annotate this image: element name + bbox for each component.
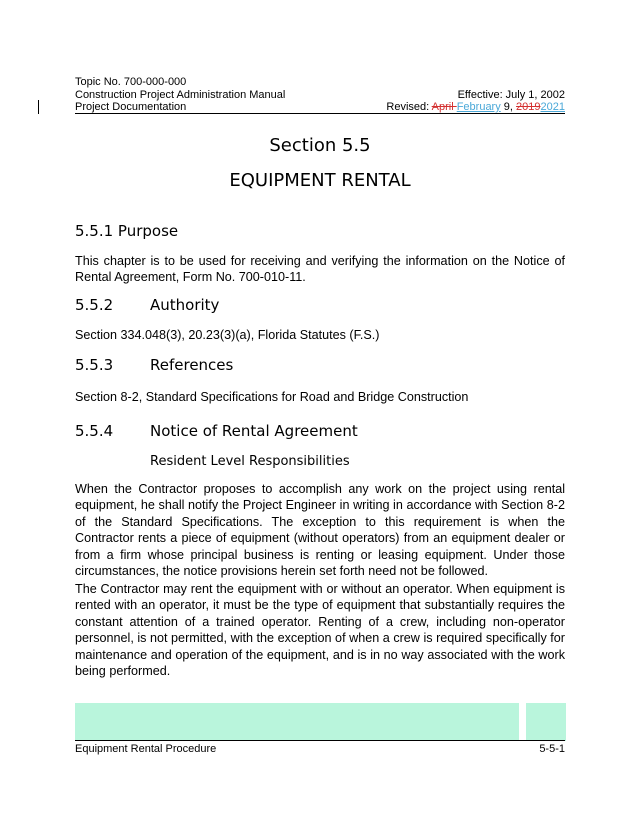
authority-number: 5.5.2 — [75, 296, 114, 314]
notice-number: 5.5.4 — [75, 422, 114, 440]
references-number: 5.5.3 — [75, 356, 114, 374]
header-rule — [75, 113, 565, 114]
inserted-year: 2021 — [540, 101, 565, 113]
purpose-heading: 5.5.1 Purpose — [75, 222, 179, 240]
highlight-block-small — [526, 703, 566, 741]
revised-prefix: Revised: — [386, 101, 432, 113]
notice-subheading: Resident Level Responsibilities — [150, 454, 350, 469]
deleted-month: April — [431, 101, 457, 113]
highlight-block — [75, 703, 519, 741]
effective-date: Effective: July 1, 2002 — [457, 89, 565, 101]
references-text: Section 8-2, Standard Specifications for Road and Bridge Construction — [75, 390, 469, 404]
header-section-label: Project Documentation — [75, 101, 187, 113]
page-number: 5-5-1 — [539, 743, 565, 755]
authority-title: Authority — [150, 296, 220, 314]
footer-title: Equipment Rental Procedure — [75, 743, 217, 755]
revised-date — [386, 101, 565, 114]
chapter-title: EQUIPMENT RENTAL — [229, 170, 411, 191]
references-title: References — [150, 356, 234, 374]
authority-text: Section 334.048(3), 20.23(3)(a), Florida Statutes (F.S.) — [75, 328, 380, 342]
deleted-year: 2019 — [516, 101, 541, 113]
revision-change-bar — [38, 100, 39, 114]
notice-paragraph-2: The Contractor may rent the equipment with or without an operator. When equipment is rented with an operator, it must be the type of equipment that substantially requires the constant attention of a trained operator. Renting of a crew, including non-operator personnel, is not permitted, with the exception of when a crew is required specifically for maintenance and operation of the equipment, and is in no way associated with the work being performed. — [75, 582, 565, 679]
notice-paragraph-1: When the Contractor proposes to accomplish any work on the project using rental equipment, he shall notify the Project Engineer in writing in accordance with Section 8-2 of the Standard Specifications. The exception to this requirement is when the Contractor rents a piece of equipment (without operators) from an equipment dealer or from a firm whose principal business is renting or leasing equipment. Under those circumstances, the notice provisions herein set forth need not be followed. — [75, 482, 565, 579]
purpose-text: This chapter is to be used for receiving and verifying the information on the Notice of Rental Agreement, Form No. 700-010-11. — [75, 254, 565, 285]
notice-title: Notice of Rental Agreement — [150, 422, 358, 440]
section-title: Section 5.5 — [269, 135, 371, 156]
revised-day: 9, — [500, 101, 517, 113]
topic-number: Topic No. 700-000-000 — [75, 76, 187, 88]
manual-title: Construction Project Administration Manual — [75, 89, 286, 101]
inserted-month: February — [456, 101, 501, 113]
footer-rule — [75, 740, 565, 741]
